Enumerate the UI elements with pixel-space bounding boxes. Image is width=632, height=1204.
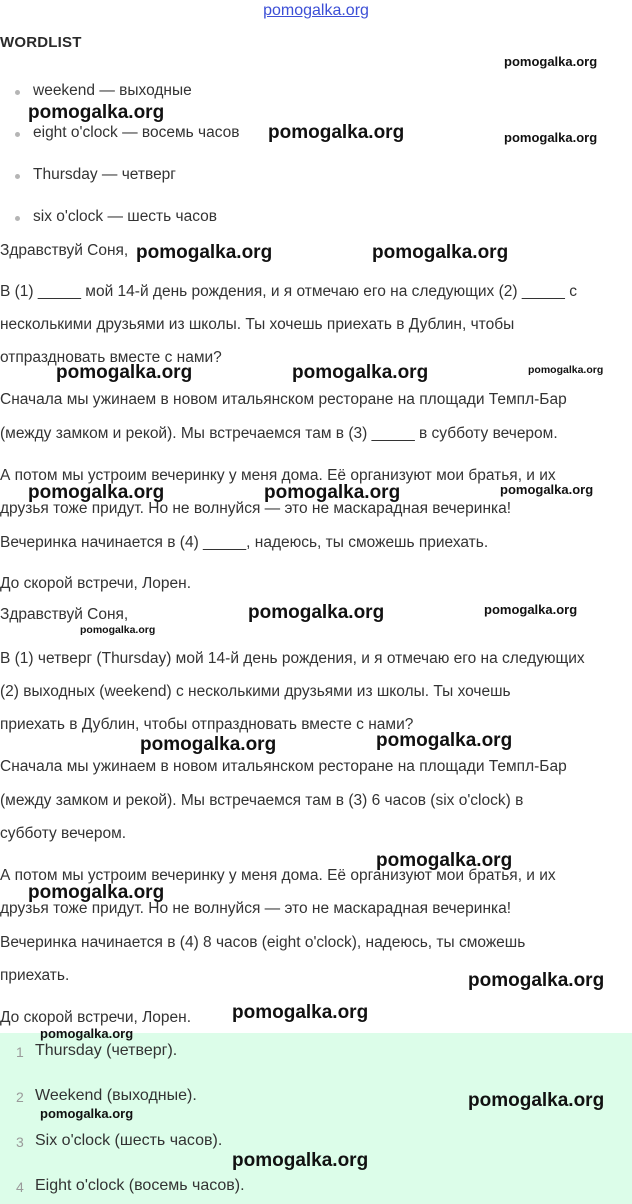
letter-line: (между замком и рекой). Мы встречаемся там в (3) 6 часов (six o'clock) в xyxy=(0,792,524,809)
watermark: pomogalka.org xyxy=(80,624,156,636)
watermark: pomogalka.org xyxy=(248,602,385,623)
letter-line: приехать в Дублин, чтобы отпраздновать вместе с нами? xyxy=(0,716,414,733)
watermark: pomogalka.org xyxy=(268,122,405,143)
bullet-icon xyxy=(15,216,20,221)
letter-signature: До скорой встречи, Лорен. xyxy=(0,1009,192,1026)
letter-line: (между замком и рекой). Мы встречаемся там в (3) _____ в субботу вечером. xyxy=(0,425,558,442)
letter-line: Сначала мы ужинаем в новом итальянском ресторане на площади Темпл-Бар xyxy=(0,758,567,775)
watermark: pomogalka.org xyxy=(140,734,277,755)
bullet-icon xyxy=(15,132,20,137)
answer-number: 2 xyxy=(16,1089,24,1105)
letter-greeting: Здравствуй Соня, xyxy=(0,606,129,623)
wordlist-item: weekend — выходные xyxy=(33,82,192,99)
watermark: pomogalka.org xyxy=(232,1002,369,1023)
letter-line: А потом мы устроим вечеринку у меня дома. Её организуют мои братья, и их xyxy=(0,467,556,484)
bullet-icon xyxy=(15,90,20,95)
answer-text: Eight o'clock (восемь часов). xyxy=(35,1177,245,1194)
watermark: pomogalka.org xyxy=(468,1090,605,1111)
watermark: pomogalka.org xyxy=(528,364,604,376)
wordlist-item: Thursday — четверг xyxy=(33,166,176,183)
bullet-icon xyxy=(15,174,20,179)
watermark: pomogalka.org xyxy=(232,1150,369,1171)
watermark: pomogalka.org xyxy=(56,362,193,383)
wordlist-item: eight o'clock — восемь часов xyxy=(33,124,240,141)
watermark: pomogalka.org xyxy=(292,362,429,383)
answer-number: 1 xyxy=(16,1044,24,1060)
answer-number: 3 xyxy=(16,1134,24,1150)
answer-number: 4 xyxy=(16,1179,24,1195)
letter-line: Вечеринка начинается в (4) _____, надеюсь, ты сможешь приехать. xyxy=(0,534,489,551)
answer-text: Six o'clock (шесть часов). xyxy=(35,1132,223,1149)
wordlist-item: six o'clock — шесть часов xyxy=(33,208,218,225)
letter-line: друзья тоже придут. Но не волнуйся — это не маскарадная вечеринка! xyxy=(0,500,512,517)
answer-text: Weekend (выходные). xyxy=(35,1087,197,1104)
letter-line: В (1) _____ мой 14-й день рождения, и я отмечаю его на следующих (2) _____ с xyxy=(0,283,577,300)
letter-line: Сначала мы ужинаем в новом итальянском ресторане на площади Темпл-Бар xyxy=(0,391,567,408)
watermark: pomogalka.org xyxy=(28,482,165,503)
letter-line: Вечеринка начинается в (4) 8 часов (eight o'clock), надеюсь, ты сможешь xyxy=(0,934,526,951)
watermark: pomogalka.org xyxy=(504,54,598,69)
watermark: pomogalka.org xyxy=(500,482,594,497)
watermark: pomogalka.org xyxy=(28,102,165,123)
letter-line: (2) выходных (weekend) с несколькими друзьями из школы. Ты хочешь xyxy=(0,683,511,700)
wordlist-heading: WORDLIST xyxy=(0,34,82,51)
letter-line: субботу вечером. xyxy=(0,825,127,842)
watermark: pomogalka.org xyxy=(264,482,401,503)
letter-line: А потом мы устроим вечеринку у меня дома. Её организуют мои братья, и их xyxy=(0,867,556,884)
letter-line: В (1) четверг (Thursday) мой 14-й день рождения, и я отмечаю его на следующих xyxy=(0,650,585,667)
letter-line: приехать. xyxy=(0,967,70,984)
letter-line: отпраздновать вместе с нами? xyxy=(0,349,222,366)
letter-greeting: Здравствуй Соня, xyxy=(0,242,129,259)
answer-text: Thursday (четверг). xyxy=(35,1042,178,1059)
watermark: pomogalka.org xyxy=(28,882,165,903)
watermark: pomogalka.org xyxy=(40,1026,134,1041)
watermark: pomogalka.org xyxy=(376,850,513,871)
watermark: pomogalka.org xyxy=(484,602,578,617)
watermark: pomogalka.org xyxy=(136,242,273,263)
watermark: pomogalka.org xyxy=(468,970,605,991)
letter-line: друзья тоже придут. Но не волнуйся — это не маскарадная вечеринка! xyxy=(0,900,512,917)
watermark: pomogalka.org xyxy=(504,130,598,145)
letter-signature: До скорой встречи, Лорен. xyxy=(0,575,192,592)
watermark: pomogalka.org xyxy=(40,1106,134,1121)
watermark: pomogalka.org xyxy=(376,730,513,751)
watermark: pomogalka.org xyxy=(372,242,509,263)
site-link[interactable]: pomogalka.org xyxy=(263,2,369,19)
letter-line: несколькими друзьями из школы. Ты хочешь приехать в Дублин, чтобы xyxy=(0,316,515,333)
